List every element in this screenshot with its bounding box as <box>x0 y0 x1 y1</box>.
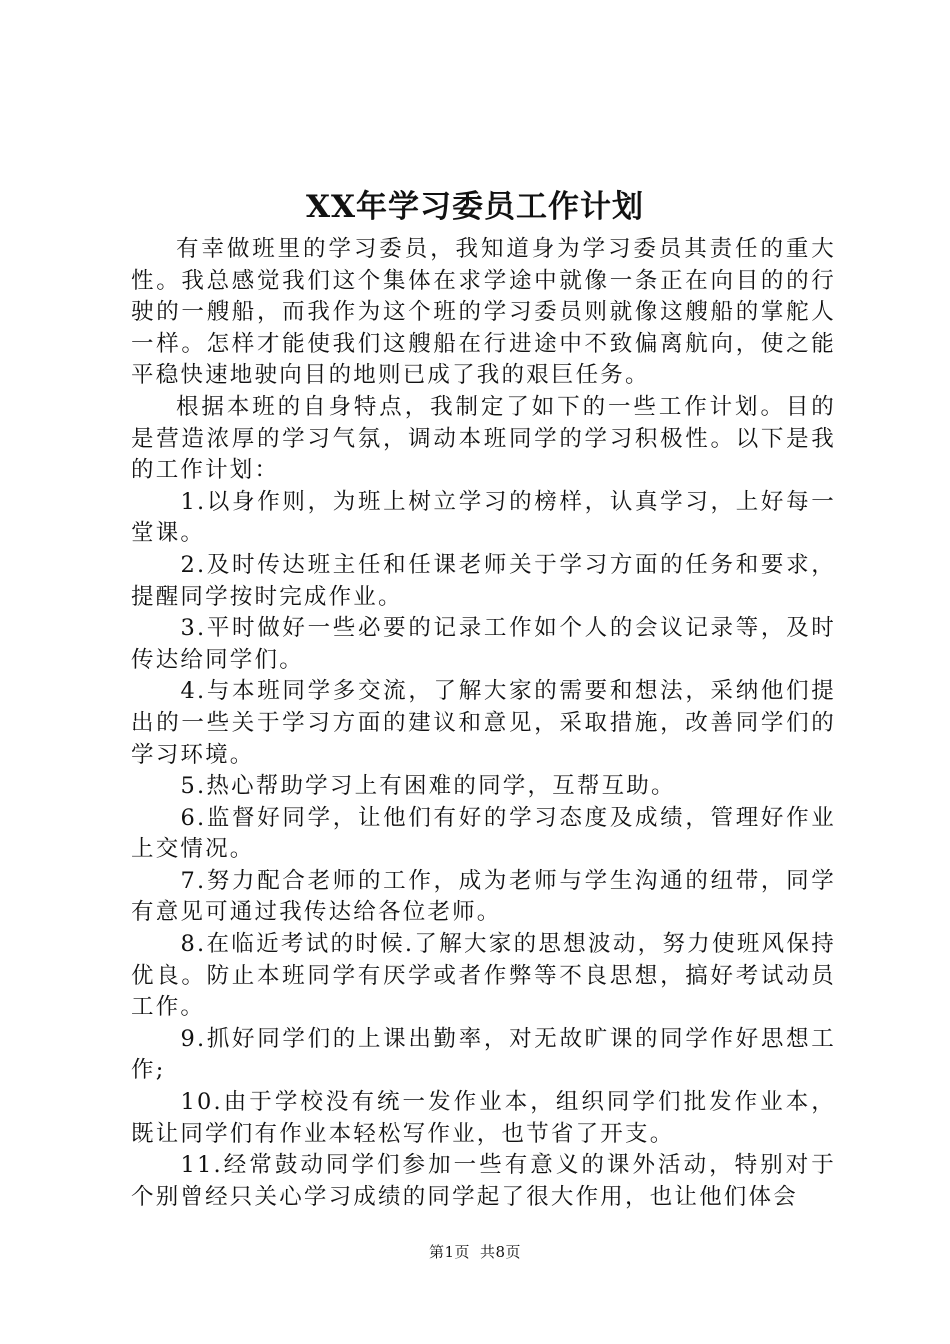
intro-paragraph: 根据本班的自身特点，我制定了如下的一些工作计划。目的是营造浓厚的学习气氛，调动本班同学的学习积极性。以下是我的工作计划： <box>131 393 836 484</box>
plan-item: 8.在临近考试的时候.了解大家的思想波动，努力使班风保持优良。防止本班同学有厌学或者作弊等不良思想，搞好考试动员工作。 <box>131 931 836 1021</box>
plan-item: 4.与本班同学多交流，了解大家的需要和想法，采纳他们提出的一些关于学习方面的建议和意见，采取措施，改善同学们的学习环境。 <box>131 678 836 768</box>
intro-paragraph: 有幸做班里的学习委员，我知道身为学习委员其责任的重大性。我总感觉我们这个集体在求学途中就像一条正在向目的的行驶的一艘船，而我作为这个班的学习委员则就像这艘船的掌舵人一样。怎样才能使我们这艘船在行进途中不致偏离航向，使之能平稳快速地驶向目的地则已成了我的艰巨任务。 <box>131 236 836 389</box>
page-number-current: 第1页 <box>428 1243 470 1261</box>
plan-item: 7.努力配合老师的工作，成为老师与学生沟通的纽带，同学有意见可通过我传达给各位老师。 <box>131 867 836 926</box>
plan-item: 10.由于学校没有统一发作业本，组织同学们批发作业本，既让同学们有作业本轻松写作业，也节省了开支。 <box>131 1089 836 1147</box>
plan-item: 3.平时做好一些必要的记录工作如个人的会议记录等，及时传达给同学们。 <box>131 615 836 673</box>
page-footer <box>0 1240 950 1264</box>
plan-item: 6.监督好同学，让他们有好的学习态度及成绩，管理好作业上交情况。 <box>131 804 836 863</box>
page-number-total: 共8页 <box>480 1243 522 1261</box>
document-body <box>131 234 836 1213</box>
plan-item: 5.热心帮助学习上有困难的同学，互帮互助。 <box>180 773 676 800</box>
plan-item: 11.经常鼓动同学们参加一些有意义的课外活动，特别对于个别曾经只关心学习成绩的同学起了很大作用，也让他们体会 <box>131 1152 836 1210</box>
plan-item: 1.以身作则，为班上树立学习的榜样，认真学习，上好每一堂课。 <box>131 488 836 547</box>
plan-item: 2.及时传达班主任和任课老师关于学习方面的任务和要求，提醒同学按时完成作业。 <box>131 551 836 610</box>
page-title: XX年学习委员工作计划 <box>305 189 645 225</box>
plan-item: 9.抓好同学们的上课出勤率，对无故旷课的同学作好思想工作; <box>131 1025 836 1084</box>
